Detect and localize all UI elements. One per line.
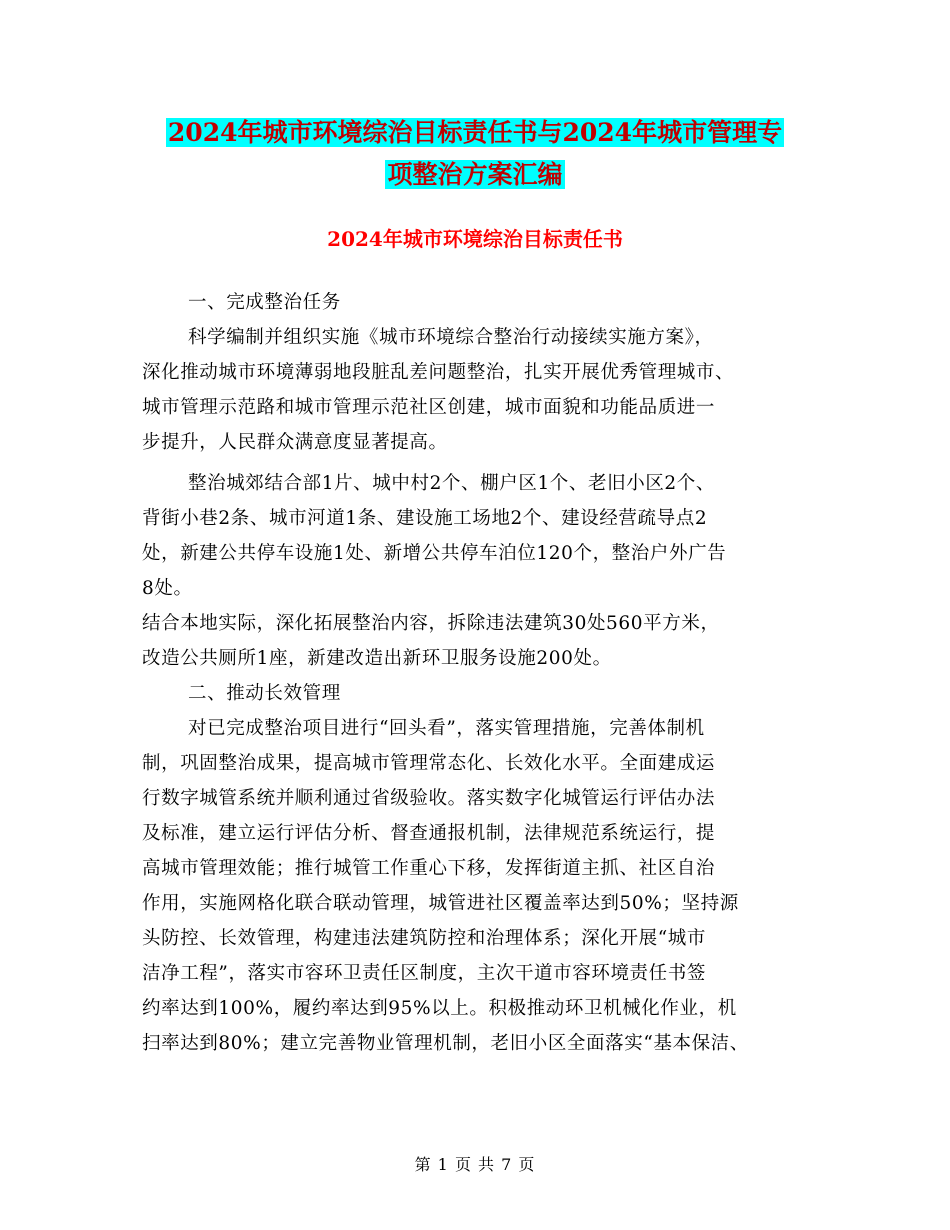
paragraph-line: 制，巩固整治成果，提高城市管理常态化、长效化水平。全面建成运 [142, 753, 716, 774]
paragraph-line: 改造公共厕所1座，新建改造出新环卫服务设施200处。 [142, 648, 612, 669]
paragraph-line: 对已完成整治项目进行“回头看”，落实管理措施，完善体制机 [188, 718, 705, 739]
section-title: 2024年城市环境综治目标责任书 [327, 227, 623, 251]
paragraph-line: 高城市管理效能；推行城管工作重心下移，发挥街道主抓、社区自治 [142, 858, 716, 879]
heading-long-term-management: 二、推动长效管理 [188, 683, 341, 704]
document-title-text-2: 项整治方案汇编 [387, 160, 563, 189]
paragraph-line: 作用，实施网格化联合联动管理，城管进社区覆盖率达到50%；坚持源 [142, 893, 739, 914]
paragraph-line: 8处。 [142, 578, 193, 599]
paragraph-line: 约率达到100%，履约率达到95%以上。积极推动环卫机械化作业，机 [142, 998, 737, 1019]
paragraph-line: 扫率达到80%；建立完善物业管理机制，老旧小区全面落实“基本保洁、 [142, 1033, 749, 1054]
document-body [142, 285, 822, 1061]
paragraph-line: 整治城郊结合部1片、城中村2个、棚户区1个、老旧小区2个、 [188, 473, 715, 494]
paragraph-line: 城市管理示范路和城市管理示范社区创建，城市面貌和功能品质进一 [142, 397, 716, 418]
document-title-line-2 [0, 155, 950, 195]
paragraph-line: 结合本地实际，深化拓展整治内容，拆除违法建筑30处560平方米， [142, 613, 720, 634]
heading-complete-tasks: 一、完成整治任务 [188, 292, 341, 313]
document-title-line-1 [0, 113, 950, 153]
paragraph-line: 背街小巷2条、城市河道1条、建设施工场地2个、建设经营疏导点2 [142, 508, 708, 529]
paragraph-line: 处，新建公共停车设施1处、新增公共停车泊位120个，整治户外广告 [142, 543, 727, 564]
paragraph-line: 步提升，人民群众满意度显著提高。 [142, 432, 448, 453]
paragraph-line: 科学编制并组织实施《城市环境综合整治行动接续实施方案》， [188, 327, 714, 348]
paragraph-line: 行数字城管系统并顺利通过省级验收。落实数字化城管运行评估办法 [142, 788, 716, 809]
paragraph-line: 洁净工程”，落实市容环卫责任区制度，主次干道市容环境责任书签 [142, 963, 706, 984]
paragraph-line: 及标准，建立运行评估分析、督查通报机制，法律规范系统运行，提 [142, 823, 716, 844]
paragraph-line: 深化推动城市环境薄弱地段脏乱差问题整治，扎实开展优秀管理城市、 [142, 362, 735, 383]
page-number-footer: 第 1 页 共 7 页 [414, 1155, 536, 1174]
document-title-text-1: 2024年城市环境综治目标责任书与2024年城市管理专 [167, 118, 783, 147]
paragraph-line: 头防控、长效管理，构建违法建筑防控和治理体系；深化开展“城市 [142, 928, 706, 949]
